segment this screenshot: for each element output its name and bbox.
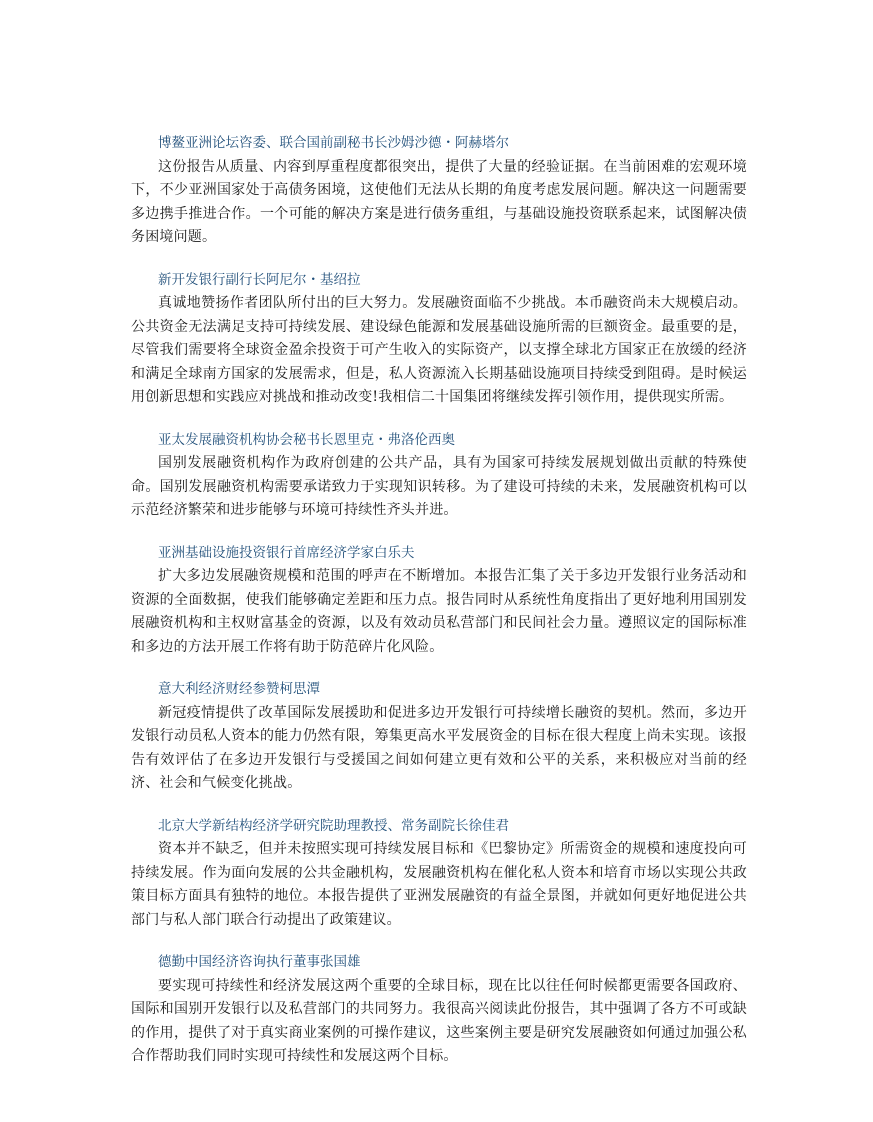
endorsement-bai-lefu bbox=[131, 542, 747, 660]
endorsement-text: 资本并不缺乏，但并未按照实现可持续发展目标和《巴黎协定》所需资金的规模和速度投向可持续发展。作为面向发展的公共金融机构，发展融资机构在催化私人资本和培育市场以实现公共政策目标方面具有独特的地位。本报告提供了亚洲发展融资的有益全景图，并就如何更好地促进公共部门与私人部门联合行动提出了政策建议。 bbox=[131, 841, 747, 928]
endorsement-text: 要实现可持续性和经济发展这两个重要的全球目标，现在比以往任何时候都更需要各国政府、国际和国别开发银行以及私营部门的共同努力。我很高兴阅读此份报告，其中强调了各方不可或缺的作用，提供了对于真实商业案例的可操作建议，这些案例主要是研究发展融资如何通过加强公私合作帮助我们同时实现可持续性和发展这两个目标。 bbox=[131, 977, 747, 1064]
endorsement-text: 扩大多边发展融资规模和范围的呼声在不断增加。本报告汇集了关于多边开发银行业务活动和资源的全面数据，使我们能够确定差距和压力点。报告同时从系统性角度指出了更好地利用国别发展融资机构和主权财富基金的资源，以及有效动员私营部门和民间社会力量。遵照议定的国际标准和多边的方法开展工作将有助于防范碎片化风险。 bbox=[131, 568, 747, 655]
endorser-heading: 亚洲基础设施投资银行首席经济学家白乐夫 bbox=[158, 544, 415, 561]
document-page bbox=[131, 132, 747, 1088]
endorsement-text: 真诚地赞扬作者团队所付出的巨大努力。发展融资面临不少挑战。本币融资尚未大规模启动。公共资金无法满足支持可持续发展、建设绿色能源和发展基础设施所需的巨额资金。最重要的是，尽管我们需要将全球资金盈余投资于可产生收入的实际资产，以支撑全球北方国家正在放缓的经济和满足全球南方国家的发展需求，但是，私人资源流入长期基础设施项目持续受到阻碍。是时候运用创新思想和实践应对挑战和推动改变!我相信二十国集团将继续发挥引领作用，提供现实所需。 bbox=[131, 295, 747, 405]
endorser-heading: 北京大学新结构经济学研究院助理教授、常务副院长徐佳君 bbox=[158, 817, 509, 834]
endorsement-text: 这份报告从质量、内容到厚重程度都很突出，提供了大量的经验证据。在当前困难的宏观环境下，不少亚洲国家处于高债务困境，这使他们无法从长期的角度考虑发展问题。解决这一问题需要多边携手推进合作。一个可能的解决方案是进行债务重组，与基础设施投资联系起来，试图解决债务困境问题。 bbox=[131, 158, 747, 245]
endorsement-ke-sitan bbox=[131, 678, 747, 796]
endorser-heading: 意大利经济财经参赞柯思潭 bbox=[158, 681, 320, 697]
endorser-heading: 新开发银行副行长阿尼尔・基绍拉 bbox=[158, 271, 361, 288]
endorser-heading: 亚太发展融资机构协会秘书长恩里克・弗洛伦西奥 bbox=[158, 431, 455, 448]
endorsement-kishora bbox=[131, 269, 747, 410]
endorsement-text: 新冠疫情提供了改革国际发展援助和促进多边开发银行可持续增长融资的契机。然而，多边开发银行动员私人资本的能力仍然有限，筹集更高水平发展资金的目标在很大程度上尚未实现。该报告有效评估了在多边开发银行与受援国之间如何建立更有效和公平的关系，来积极应对当前的经济、社会和气候变化挑战。 bbox=[131, 704, 747, 791]
endorsement-zhang-guoxiong bbox=[131, 951, 747, 1069]
endorsement-text: 国别发展融资机构作为政府创建的公共产品，具有为国家可持续发展规划做出贡献的特殊使命。国别发展融资机构需要承诺致力于实现知识转移。为了建设可持续的未来，发展融资机构可以示范经济繁荣和进步能够与环境可持续性齐头并进。 bbox=[131, 455, 747, 518]
endorsement-florencio bbox=[131, 429, 747, 523]
endorsement-xu-jiajun bbox=[131, 815, 747, 933]
endorser-heading: 博鳌亚洲论坛咨委、联合国前副秘书长沙姆沙德・阿赫塔尔 bbox=[158, 135, 509, 151]
endorser-heading: 德勤中国经济咨询执行董事张国雄 bbox=[158, 954, 361, 970]
endorsement-akhtar bbox=[131, 132, 747, 250]
